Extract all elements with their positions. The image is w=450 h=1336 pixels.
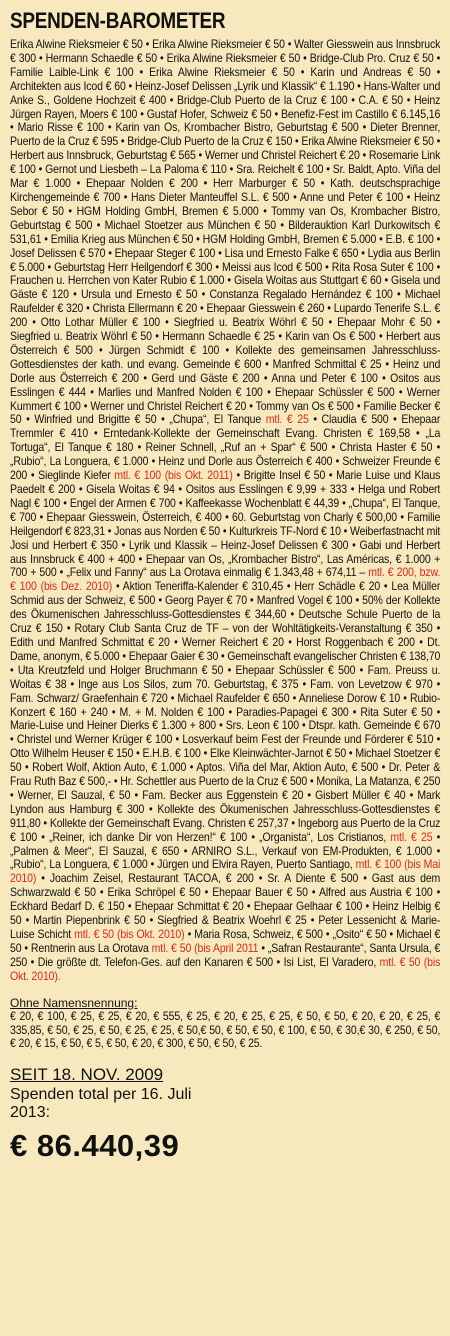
donor-text-segment: • Claudia € 500 • Ehepaar Tremmler € 410 • Erntedank-Kollekte der Gemeinschaft Evang. Christen € 169,58 • „La Tortuga“, El Tanque € 180 • Reiner Schnell, „Ruf an + Spar“ € 500 • Christa Haster € 50 • „Rubio“, La Longuera, € 1.000 • Heinz und Dorle aus Österreich € 400 • Schweizer Freunde € 200 • Sieglinde Kiefer: [10, 413, 441, 483]
donor-text-segment: • Joachim Zeisel, Restaurant TACOA, € 200 • Sr. A Diente € 500 • Gast aus dem Schwarzwald € 50 • Erika Schröpel € 50 • Ehepaar Bauer € 50 • Alfred aus Austria € 100 • Eckhard Bedarf D. € 150 • Ehepaar Schmittat € 20 • Ehepaar Gelhaar € 100 • Heinz Helbig € 50 • Martin Piepenbrink € 50 • Siegfried & Beatrix Woehrl € 25 • Peter Lessenicht & Marie-Luise Schicht: [10, 872, 441, 941]
anonymous-heading: Ohne Namensnennung:: [10, 995, 138, 1010]
monthly-donation-note: mtl. € 50 (bis Okt. 2010).: [10, 955, 441, 983]
total-amount: € 86.440,39: [10, 1128, 180, 1164]
page-title: SPENDEN-BAROMETER: [10, 8, 226, 33]
donor-text-segment: • „Palmen & Meer“, El Sauzal, € 650 • ARNIRO S.L., Verkauf von EM-Produkten, € 1.000 • „Rubio“, La Longuera, € 1.000 • Jürgen und Elvira Rayen, Puerto Santiago,: [10, 830, 441, 872]
donor-text-segment: • Brigitte Insel € 50 • Marie Luise und Klaus Paedelt € 200 • Gisela Woitas € 94 • Ositos aus Esslingen € 9,99 + 333 • Helga und Robert Nagl € 100 • Engel der Armen € 700 • Kaffeekasse Wochenblatt € 44,39 • „Chupa“, El Tanque, € 700 • Ehepaar Giesswein, Österreich, € 400 • 60. Geburtstag von Charly € 500,00 • Familie Heilgendorf € 823,31 • Jonas aus Norden € 50 • Kulturkreis TF-Nord € 10 • Weiberfastnacht mit Josi und Herbert € 350 • Lyrik und Klassik – Heinz-Josef Delissen € 300 • Gabi und Herbert aus Innsbruck € 400 + 400 • Ehepaar van Os, „Krombacher Bistro“, Las Américas, € 1.000 + 700 + 500 • „Felix und Fanny“ aus La Orotava einmalig € 1.343,48 + 674,11 –: [10, 469, 441, 580]
donor-list: [10, 38, 440, 984]
donor-text-segment: • „Safran Restaurante“, Santa Ursula, € 250 • Die größte dt. Telefon-Ges. auf den Kanaren € 500 • Isi List, El Varadero,: [10, 941, 441, 969]
monthly-donation-note: mtl. € 50 (bis April 2011: [151, 941, 259, 955]
monthly-donation-note: mtl. € 25: [390, 830, 433, 844]
donor-text-segment: • Maria Rosa, Schweiz, € 500 • „Osito“ € 50 • Michael € 50 • Rentnerin aus La Orotava: [10, 928, 441, 955]
monthly-donation-note: mtl. € 25: [265, 413, 309, 427]
donor-text-segment: Erika Alwine Rieksmeier € 50 • Erika Alwine Rieksmeier € 50 • Walter Giesswein aus Innsbruck € 300 • Hermann Schaedle € 50 • Erika Alwine Rieksmeier € 50 • Bridge-Club Pro. Cruz € 50 • Familie Laible-Link € 100 • Erika Alwine Rieksmeier € 50 • Karin und Andreas € 50 • Architekten aus Icod € 60 • Heinz-Josef Delissen „Lyrik und Klassik“ € 1.190 • Hans-Walter und Anke S., Goldene Hochzeit € 400 • Bridge-Club Puerto de la Cruz € 100 • C.A. € 50 • Heinz Jürgen Rayen, Moers € 100 • Gustaf Hofer, Schweiz € 50 • Benefiz-Fest im Castillo € 6.145,16 • Mario Risse € 100 • Karin van Os, Krombacher Bistro, Geburtstag € 500 • Dieter Brenner, Puerto de la Cruz € 595 • Bridge-Club Puerto de la Cruz € 150 • Erika Alwine Rieksmeier € 50 • Herbert aus Innsbruck, Geburtstag € 565 • Werner und Christel Reichert € 20 • Rosemarie Link € 100 • Gernot und Liesbeth – La Paloma € 110 • Sra. Reichelt € 100 • Sr. Baldt, Apto. Viña del Mar € 1.000 • Ehepaar Nolden € 200 • Herr Marburger € 50 • Kath. deutschsprachige Kirchengemeinde € 700 • Hans Dieter Manteuffel S.L. € 500 • Anne und Peter € 100 • Heinz Sebor € 50 • HGM Holding GmbH, Bremen € 5.000 • Tommy van Os, Krombacher Bistro, Geburtstag € 500 • Michael Stoetzer aus München € 50 • Bilderauktion Karl Durkowitsch € 531,61 • Emilia Krieg aus München € 50 • HGM Holding GmbH, Bremen € 5.000 • E.B. € 100 • Josef Delissen € 570 • Ehepaar Steger € 100 • Lisa und Ernesto Falke € 650 • Lydia aus Berlin € 5.000 • Geburtstag Herr Heilgendorf € 300 • Meissi aus Icod € 500 • Rita Rosa Suter € 100 • Frauchen u. Herrchen von Kater Rubio € 1.000 • Gisela Woitas aus Stuttgart € 60 • Gisela und Gäste € 120 • Ursula und Ernesto € 50 • Constanza Regalado Hernández € 100 • Michael Raufelder € 320 • Christa Ellermann € 20 • Ehepaar Giesswein € 260 • Lupardo Tenerife S.L. € 200 • Otto Lothar Müller € 100 • Siegfried u. Beatrix Wöhrl € 50 • Ehepaar Mohr € 50 • Siegfried u. Beatrix Wöhrl € 50 • Hermann Schaedle € 25 • Karin van Os € 500 • Herbert aus Österreich € 500 • Jürgen Schmidt € 100 • Kollekte des gemeinsamen Jahresschluss-Gottesdienstes der kath. und evang. Gemeinde € 600 • Manfred Schmittal € 25 • Heinz und Dorle aus Österreich € 200 • Gerd und Gäste € 200 • Anna und Peter € 100 • Ositos aus Esslingen € 444 • Marlies und Manfred Nolden € 100 • Ehepaar Schüssler € 500 • Werner Kummert € 100 • Werner und Christel Reichert € 20 • Tommy van Os € 500 • Familie Becker € 50 • Winfried und Brigitte € 50 • „Chupa“, El Tanque: [10, 38, 441, 427]
since-date: SEIT 18. NOV. 2009: [10, 1065, 164, 1085]
monthly-donation-note: mtl. € 100 (bis Okt. 2011): [114, 469, 233, 483]
total-label: Spenden total per 16. Juli 2013:: [10, 1086, 192, 1122]
monthly-donation-note: mtl. € 100 (bis Mai 2010): [10, 858, 441, 886]
donor-text-segment: • Aktion Teneriffa-Kalender € 310,45 • Herr Schädle € 20 • Lea Müller Schmid aus der Schweiz, € 500 • Georg Payer € 70 • Manfred Vogel € 100 • 50% der Kollekte des Ökumenischen Jahresschluss-Gottesdienstes € 344,60 • Deutsche Schule Puerto de la Cruz € 150 • Rotary Club Santa Cruz de TF – von der Wohltätigkeits-Veranstaltung € 350 • Edith und Manfred Schmittat € 20 • Werner Reichert € 20 • Horst Roggenbach € 200 • Dt. Dame, anonym, € 5.000 • Ehepaar Gaier € 30 • Gemeinschaft evangelischer Christen € 138,70 • Uta Kreutzfeld und Holger Bruchmann € 50 • Ehepaar Schüssler € 500 • Fam. Preuss u. Woitas € 38 • Inge aus Los Silos, zum 70. Geburtstag, € 375 • Fam. von Levetzow € 970 • Fam. Schwarz/ Graefenhain € 720 • Michael Raufelder € 650 • Anneliese Dorow € 10 • Rubio-Konzert € 160 + 240 • M. + M. Nolden € 100 • Paradies-Papagei € 300 • Rita Suter € 50 • Marie-Luise und Heiner Dierks € 1.300 + 800 • Srs. Leon € 100 • Dtspr. kath. Gemeinde € 670 • Christel und Werner Krüger € 100 • Losverkauf beim Fest der Freunde und Förderer € 510 • Otto Wilhelm Heuser € 150 • E.H.B. € 100 • Elke Kleinwächter-Jarnot € 50 • Michael Stoetzer € 50 • Robert Wolf, Aktion Auto, € 1.000 • Aptos. Viña del Mar, Aktion Auto, € 500 • Dr. Peter & Frau Ruth Baz € 500,- • Hr. Schettler aus Puerto de la Cruz € 500 • Monika, La Matanza, € 250 • Werner, El Sauzal, € 50 • Fam. Becker aus Eggenstein € 20 • Gisbert Müller € 40 • Mark Lyndon aus Hamburg € 300 • Kollekte des Ökumenischen Jahresschluss-Gottesdienstes € 911,80 • Kollekte der Gemeinschaft Evang. Christen € 257,37 • Ingeborg aus Puerto de la Cruz € 100 • „Reiner, ich danke Dir von Herzen!“ € 100 • „Organista“, Los Cristianos,: [10, 580, 441, 844]
anonymous-amounts: € 20, € 100, € 25, € 25, € 20, € 555, € 25, € 20, € 25, € 25, € 50, € 50, € 20, € 20, € 25, € 335,85, € 50, € 25, € 50, € 25, € 25, € 50,€ 50, € 50, € 50, € 100, € 50, € 30,€ 30, € 250, € 50, € 20, € 15, € 50, € 5, € 50, € 20, € 300, € 50, € 50, € 25.: [10, 1009, 441, 1051]
monthly-donation-note: mtl. € 50 (bis Okt. 2010): [74, 928, 185, 941]
monthly-donation-note: mtl. € 200, bzw. € 100 (bis Dez. 2010): [10, 566, 441, 594]
